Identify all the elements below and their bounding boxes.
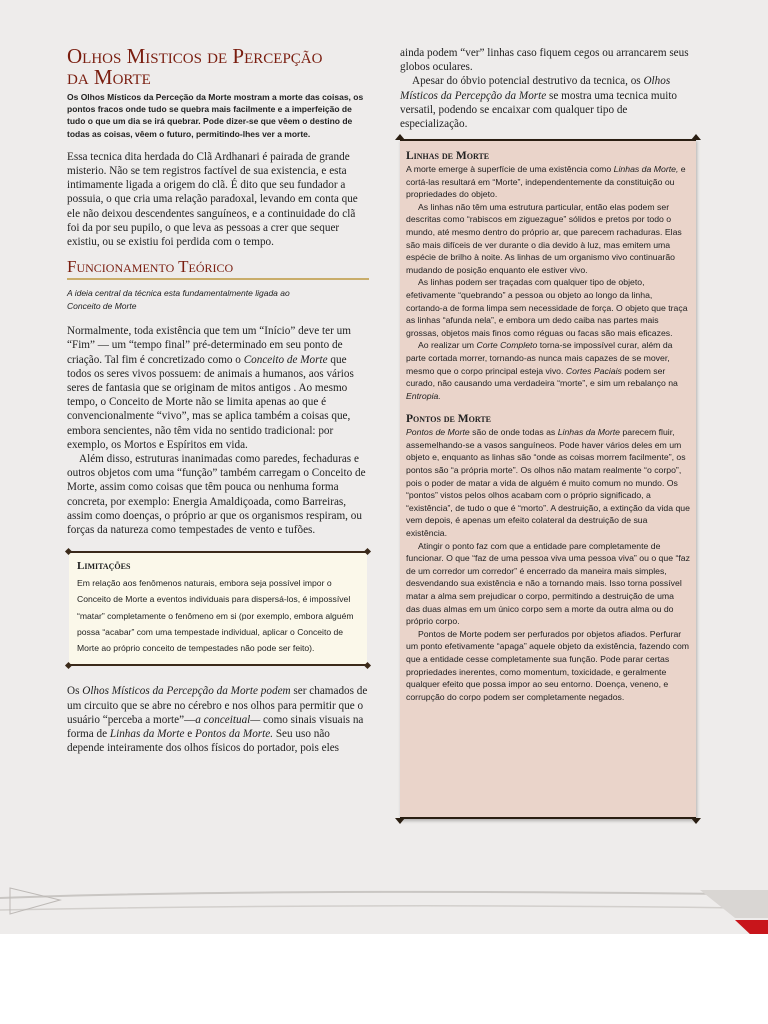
section-lead: A ideia central da técnica esta fundamentalmente ligada ao Conceito de Morte <box>67 288 290 312</box>
sidebar-points-p3: Pontos de Morte podem ser perfurados por objetos afiados. Perfurar um ponto efetivamente “apaga” aquele objeto da existência, fazendo com que a entidade cesse completamente sua função. Pode parar certas propriedades inerentes, como momentum, toxicidade, e geralmente qualquer efeito que possa impor ao seu entorno. Doença, veneno, e corrupção do corpo podem ser completamente negados. <box>406 628 690 702</box>
limitations-callout <box>69 551 367 666</box>
sidebar-heading-points: Pontos de Morte <box>406 413 491 426</box>
paragraph-circuit: Os Olhos Místicos da Percepção da Morte podem ser chamados de um circuito que se abre no cérebro e nos olhos para permitir que o usuário “perceba a morte”—a conceitual— como sinais visuais na forma de Linhas da Morte e Pontos da Morte. Seu uso não depende inteiramente dos olhos físicos do portador, pois eles <box>67 685 368 755</box>
sidebar-heading-lines: Linhas de Morte <box>406 150 490 162</box>
section-heading-theory: Funcionamento Teórico <box>67 257 369 280</box>
intro-text: Os Olhos Místicos da Perceção da Morte mostram a morte das coisas, os pontos fracos onde tudo se quebra mais facilmente e a imperfeição de tudo o que um dia se irá quebrar. Pode dizer-se que vêem o destino de todas as coisas, vêem o futuro, permitindo-lhes ver a morte. <box>67 92 364 139</box>
paragraph-concept: Normalmente, toda existência que tem um “Início” deve ter um “Fim” — um “tempo final” pré-determinado em seu ponto de criação. Tal fim é concretizado como o Conceito de Morte que todos os seres vivos possuem: de animais a humanos, aos vários seres de fantasia que se originam de mitos antigos . Ao mesmo tempo, o Conceito de Morte não se limita apenas ao que é convencionalmente “vivo”, mas se aplica também a coisas que, embora sencientes, não têm vida no sentido tradicional: por exemplo, os Mortos e Espíritos em vida. <box>67 325 354 451</box>
corner-ornament <box>364 662 371 669</box>
corner-ornament <box>395 818 405 824</box>
corner-ornament <box>364 548 371 555</box>
callout-text: Em relação aos fenômenos naturais, embora seja possível impor o Conceito de Morte a eventos individuais para dispersá-los, é impossível “matar” completamente o fenômeno em si (por exemplo, embora alguém possa “acabar” com uma tempestade individual, aplicar o Conceito de Morte ao próprio conceito de tempestades não pode ser feito). <box>77 578 354 654</box>
paragraph-history: Essa tecnica dita herdada do Clã Ardhanari é pairada de grande misterio. Não se tem registros factível de sua existencia, e esta intimamente ligada a origem do clã. É dito que seu fundador a possuia, o que cria uma relação paradoxal, levando em conta que ele não deixou descendentes sanguíneos, e a continuidade do clã foi da por seu pupilo, o que leva as pessoas a crer que sequer existiu, ou se existiu foi perdida com o tempo. <box>67 150 358 249</box>
corner-ornament <box>65 548 72 555</box>
callout-title: Limitações <box>77 560 131 573</box>
title-line-2: da Morte <box>67 65 151 89</box>
sidebar-points-p1: Pontos de Morte são de onde todas as Linhas da Morte parecem fluir, assemelhando-se a vasos sanguíneos. Pode haver vários deles em um objeto e, enquanto as linhas são “onde as coisas morrem facilmente”, os pontos são “a própria morte”. Os olhos não matam realmente “o corpo”, pois o poder de matar a vida de alguém é muito comum no mundo. Os “pontos” vistos pelos olhos acabam com o próprio significado, a “existência”, de tudo o que é “morto”. A destruição, a extinção da vida que vem depois, é apenas um efeito colateral da destruição de sua existência. <box>406 427 690 539</box>
right-column <box>400 46 695 131</box>
page-footer-ornament <box>0 870 768 934</box>
corner-ornament <box>691 134 701 140</box>
corner-ornament <box>395 134 405 140</box>
red-corner-accent <box>735 920 768 934</box>
sidebar-lines-p2: As linhas não têm uma estrutura particular, então elas podem ser descritas como “rabiscos em ziguezague” sólidos e pretos por todo o mundo, até mesmo dentro do próprio ar, que parecem rachaduras. Elas são mais difíceis de ver durante o dia devido à luz, mas emitem uma espécie de brilho à noite. As linhas de um organismo vivo continuarão mudando de posição enquanto ele estiver vivo. <box>406 201 682 275</box>
sidebar-lines-p4: Ao realizar um Corte Completo torna-se impossível curar, além da parte cortada morrer, tornando-as nunca mais capazes de se mover, mesmo que o corpo principal esteja vivo. Cortes Paciais podem ser curado, não causando uma verdadeira “morte”, e sim um rebalanço na Entropia. <box>406 340 678 401</box>
paragraph-blind: ainda podem “ver” linhas caso fiquem cegos ou arrancarem seus globos oculares. <box>400 47 689 74</box>
corner-ornament <box>691 818 701 824</box>
sidebar-lines-p3: As linhas podem ser traçadas com qualquer tipo de objeto, efetivamente “quebrando” a pessoa ou objeto ao longo da linha, cortando-a de forma limpa sem necessidade de força. O objeto que traça as linhas “afunda nela”, e embora um dedo caiba nas partes mais grossas, objetos mais finos como réguas ou facas são mais eficazes. <box>406 277 688 338</box>
sidebar-points-p2: Atingir o ponto faz com que a entidade pare completamente de funcionar. O que “faz de uma pessoa viva uma pessoa viva” ou o que “faz de um corredor um corredor” é encerrado da maneira mais simples, desvendando sua existência e não a tornando mais. Isso torna possível matar a alma sem prejudicar o corpo, permitindo a destruição de uma das duas almas em um único corpo sem a morte da outra alma ou do próprio corpo. <box>406 540 690 627</box>
title-line-1: Olhos Misticos de Percepção <box>67 44 323 68</box>
sidebar-lines-p1: A morte emerge à superfície de uma existência como Linhas da Morte, e cortá-las resultará em “Morte”, independentemente da constituição ou propriedades do objeto. <box>406 164 686 200</box>
paragraph-structures: Além disso, estruturas inanimadas como paredes, fechaduras e outros objetos com uma “função” também carregam o Conceito de Morte, assim como coisas que têm pouca ou nenhuma forma concreta, por exemplo: Energia Amaldiçoada, como Barreiras, assim como doenças, o próprio ar que os organismos respiram, ou forças da natureza como tempestades de vento e tufões. <box>67 453 366 537</box>
paragraph-versatility: Apesar do óbvio potencial destrutivo da tecnica, os Olhos Místicos da Percepção da Morte se mostra uma tecnica muito versatil, podendo se encaixar com qualquer tipo de especialização. <box>400 75 678 131</box>
left-column <box>67 46 369 755</box>
corner-ornament <box>65 662 72 669</box>
death-lines-sidebar <box>400 139 696 819</box>
page-title <box>67 46 369 88</box>
